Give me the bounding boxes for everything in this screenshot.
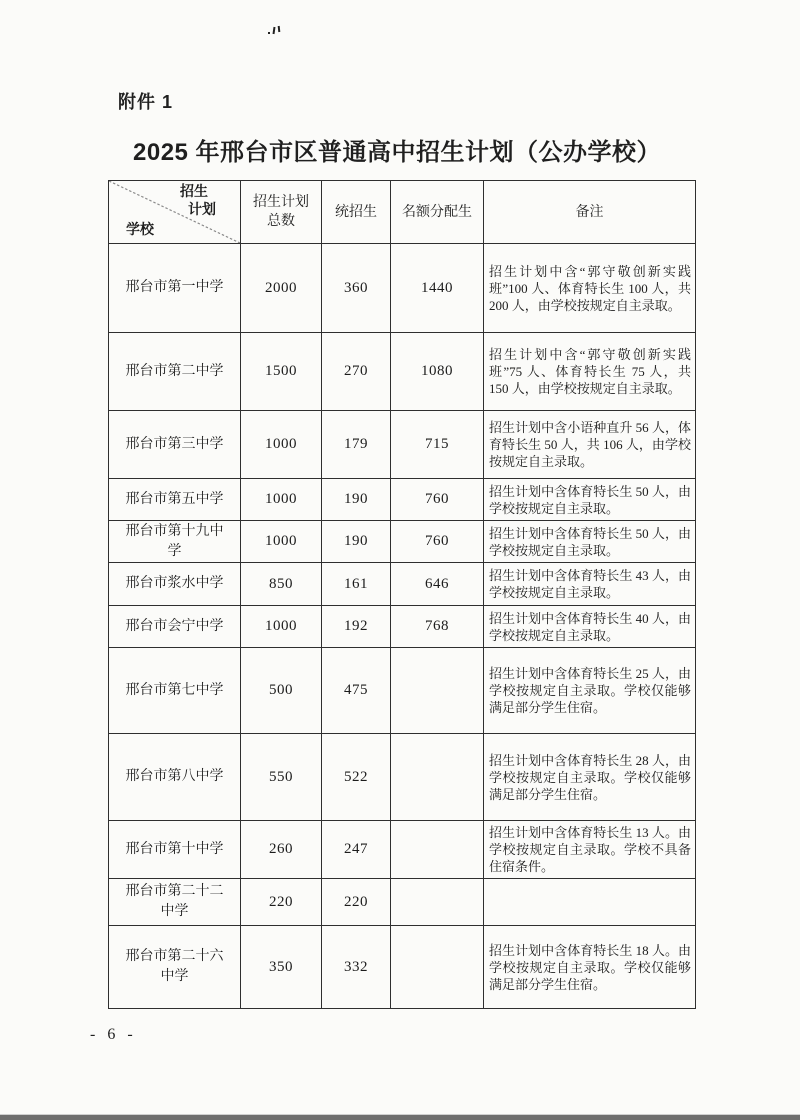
school-cell: 邢台市第七中学 — [109, 648, 241, 734]
table-row — [109, 333, 696, 411]
column-header-total: 招生计划总数 — [241, 181, 322, 244]
total-cell: 1000 — [241, 411, 322, 479]
table-row — [109, 926, 696, 1009]
corner-top-line1: 招生 — [180, 185, 208, 200]
scan-edge-strip — [0, 1115, 800, 1120]
remark-cell: 招生计划中含体育特长生 50 人，由学校按规定自主录取。 — [484, 479, 696, 521]
unified-cell: 179 — [322, 411, 391, 479]
quota-cell — [391, 926, 484, 1009]
remark-cell: 招生计划中含体育特长生 13 人。由学校按规定自主录取。学校不具备住宿条件。 — [484, 821, 696, 879]
table-row — [109, 606, 696, 648]
total-cell: 1500 — [241, 333, 322, 411]
quota-cell — [391, 821, 484, 879]
remark-cell: 招生计划中含体育特长生 50 人，由学校按规定自主录取。 — [484, 521, 696, 563]
quota-cell: 760 — [391, 479, 484, 521]
school-cell: 邢台市第一中学 — [109, 244, 241, 333]
total-cell: 1000 — [241, 606, 322, 648]
corner-header-cell — [109, 181, 241, 244]
column-header-remark: 备注 — [484, 181, 696, 244]
quota-cell: 1440 — [391, 244, 484, 333]
total-cell: 550 — [241, 734, 322, 821]
unified-cell: 190 — [322, 479, 391, 521]
unified-cell: 475 — [322, 648, 391, 734]
corner-top-line2: 计划 — [188, 203, 216, 218]
quota-cell: 1080 — [391, 333, 484, 411]
quota-cell: 715 — [391, 411, 484, 479]
unified-cell: 522 — [322, 734, 391, 821]
school-cell: 邢台市浆水中学 — [109, 563, 241, 606]
unified-cell: 161 — [322, 563, 391, 606]
school-cell: 邢台市第八中学 — [109, 734, 241, 821]
school-cell: 邢台市第五中学 — [109, 479, 241, 521]
school-cell: 邢台市第二中学 — [109, 333, 241, 411]
page-number: - 6 - — [90, 1026, 137, 1043]
table-row — [109, 411, 696, 479]
remark-cell: 招生计划中含小语种直升 56 人，体育特长生 50 人，共 106 人，由学校按规定自主录取。 — [484, 411, 696, 479]
unified-cell: 190 — [322, 521, 391, 563]
quota-cell — [391, 879, 484, 926]
table-row — [109, 879, 696, 926]
corner-bottom-label: 学校 — [126, 223, 154, 238]
quota-cell — [391, 648, 484, 734]
remark-cell: 招生计划中含体育特长生 40 人，由学校按规定自主录取。 — [484, 606, 696, 648]
quota-cell: 646 — [391, 563, 484, 606]
table-row — [109, 734, 696, 821]
school-cell: 邢台市第二十六中学 — [109, 926, 241, 1009]
school-cell: 邢台市第二十二中学 — [109, 879, 241, 926]
unified-cell: 247 — [322, 821, 391, 879]
table-header-row — [109, 181, 696, 244]
table-row — [109, 244, 696, 333]
unified-cell: 332 — [322, 926, 391, 1009]
scan-artifact — [268, 26, 282, 36]
page-title: 2025 年邢台市区普通高中招生计划（公办学校） — [133, 139, 662, 166]
quota-cell: 760 — [391, 521, 484, 563]
total-cell: 850 — [241, 563, 322, 606]
admission-plan-table — [108, 180, 696, 1009]
total-cell: 1000 — [241, 521, 322, 563]
quota-cell — [391, 734, 484, 821]
school-cell: 邢台市第三中学 — [109, 411, 241, 479]
unified-cell: 270 — [322, 333, 391, 411]
unified-cell: 220 — [322, 879, 391, 926]
remark-cell: 招生计划中含“郭守敬创新实践班”75 人、体育特长生 75 人，共 150 人，由学校按规定自主录取。 — [484, 333, 696, 411]
remark-cell: 招生计划中含体育特长生 18 人。由学校按规定自主录取。学校仅能够满足部分学生住宿。 — [484, 926, 696, 1009]
remark-cell: 招生计划中含“郭守敬创新实践班”100 人、体育特长生 100 人，共 200 人，由学校按规定自主录取。 — [484, 244, 696, 333]
remark-cell: 招生计划中含体育特长生 28 人，由学校按规定自主录取。学校仅能够满足部分学生住宿。 — [484, 734, 696, 821]
remark-cell: 招生计划中含体育特长生 43 人，由学校按规定自主录取。 — [484, 563, 696, 606]
total-cell: 350 — [241, 926, 322, 1009]
remark-cell — [484, 879, 696, 926]
column-header-unified: 统招生 — [322, 181, 391, 244]
school-cell: 邢台市第十九中学 — [109, 521, 241, 563]
total-cell: 260 — [241, 821, 322, 879]
table-row — [109, 479, 696, 521]
table-row — [109, 648, 696, 734]
total-cell: 220 — [241, 879, 322, 926]
remark-cell: 招生计划中含体育特长生 25 人，由学校按规定自主录取。学校仅能够满足部分学生住宿。 — [484, 648, 696, 734]
total-cell: 1000 — [241, 479, 322, 521]
school-cell: 邢台市会宁中学 — [109, 606, 241, 648]
unified-cell: 360 — [322, 244, 391, 333]
school-cell: 邢台市第十中学 — [109, 821, 241, 879]
table-row — [109, 821, 696, 879]
total-cell: 500 — [241, 648, 322, 734]
quota-cell: 768 — [391, 606, 484, 648]
table-row — [109, 563, 696, 606]
column-header-quota: 名额分配生 — [391, 181, 484, 244]
attachment-label: 附件 1 — [118, 92, 174, 112]
table-row — [109, 521, 696, 563]
total-cell: 2000 — [241, 244, 322, 333]
corner-top-label — [172, 184, 216, 220]
unified-cell: 192 — [322, 606, 391, 648]
